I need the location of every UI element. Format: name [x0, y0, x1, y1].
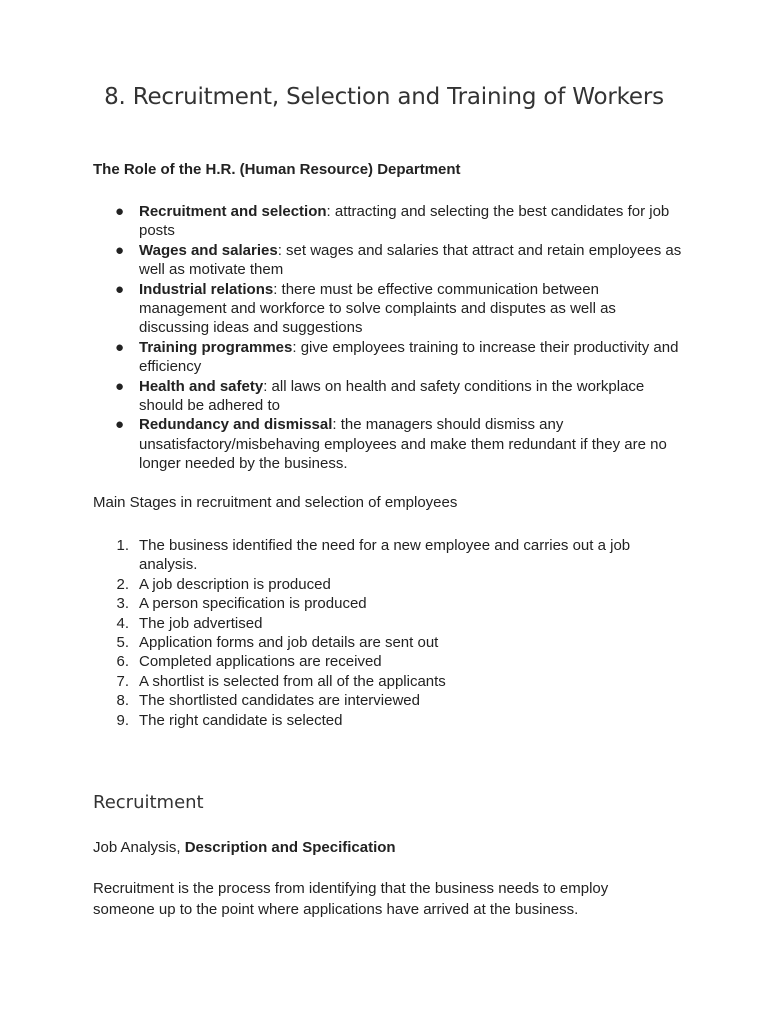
recruitment-heading: Recruitment — [93, 792, 204, 813]
item-term: Training programmes — [139, 338, 293, 356]
item-text: The business identified the need for a new employee and carries out a job analysis. — [139, 537, 631, 574]
job-heading-plain: Job Analysis, — [93, 839, 185, 856]
list-number: 4. — [116, 614, 129, 632]
item-term: Recruitment and selection — [139, 203, 327, 220]
list-item — [93, 415, 683, 473]
job-analysis-heading — [93, 839, 396, 856]
recruitment-paragraph: Recruitment is the process from identifying that the business needs to employ someone up to the point where applications have arrived at the business. — [93, 880, 609, 918]
role-heading: The Role of the H.R. (Human Resource) Department — [93, 161, 461, 178]
list-item — [93, 594, 683, 613]
list-item — [93, 652, 683, 671]
list-item — [93, 241, 683, 280]
list-number: 5. — [116, 634, 129, 652]
list-number: 9. — [116, 711, 129, 729]
item-text: The shortlisted candidates are interviewed — [139, 692, 420, 710]
list-item — [93, 575, 683, 594]
page-title: 8. Recruitment, Selection and Training of Workers — [104, 84, 664, 110]
item-text: The right candidate is selected — [139, 711, 343, 729]
item-text: : give employees training to increase their productivity and efficiency — [139, 338, 679, 376]
list-number: 8. — [116, 692, 129, 710]
item-text: : all laws on health and safety conditions in the workplace should be adhered to — [139, 377, 645, 415]
list-item — [93, 691, 683, 710]
item-text: A shortlist is selected from all of the applicants — [139, 672, 446, 690]
stages-list — [93, 536, 683, 730]
job-heading-bold: Description and Specification — [184, 839, 396, 856]
bullet-icon: ● — [115, 338, 125, 356]
item-text: : the managers should dismiss any unsatisfactory/misbehaving employees and make them redundant if they are no longer needed by the business. — [139, 416, 667, 473]
bullet-icon: ● — [115, 416, 125, 434]
item-term: Redundancy and dismissal — [139, 416, 333, 434]
list-item — [93, 633, 683, 652]
list-item — [93, 672, 683, 691]
stages-heading: Main Stages in recruitment and selection of employees — [93, 494, 458, 511]
list-item — [93, 280, 683, 338]
item-term: Industrial relations — [139, 280, 274, 298]
list-number: 2. — [116, 575, 129, 593]
list-item — [93, 202, 683, 241]
bullet-icon: ● — [115, 241, 125, 259]
list-number: 7. — [116, 672, 129, 690]
item-text: : attracting and selecting the best candidates for job posts — [139, 203, 670, 240]
item-text: A person specification is produced — [139, 595, 367, 613]
list-number: 3. — [116, 595, 129, 613]
list-item — [93, 377, 683, 416]
item-text: Completed applications are received — [139, 653, 382, 671]
list-item — [93, 614, 683, 633]
item-term: Health and safety — [139, 377, 264, 395]
item-text: : set wages and salaries that attract and retain employees as well as motivate them — [139, 241, 682, 279]
bullet-icon: ● — [115, 203, 125, 220]
bullet-icon: ● — [115, 280, 125, 298]
list-number: 6. — [116, 653, 129, 671]
item-text: A job description is produced — [139, 575, 331, 593]
list-item — [93, 338, 683, 377]
item-term: Wages and salaries — [139, 241, 278, 259]
bullet-icon: ● — [115, 377, 125, 395]
item-text: The job advertised — [139, 614, 263, 632]
item-text: : there must be effective communication between management and workforce to solve complaints and disputes as well as discussing ideas and suggestions — [139, 280, 616, 337]
list-number: 1. — [116, 537, 129, 554]
item-text: Application forms and job details are sent out — [139, 634, 439, 652]
role-list — [93, 202, 683, 474]
list-item — [93, 711, 683, 730]
list-item — [93, 536, 683, 575]
